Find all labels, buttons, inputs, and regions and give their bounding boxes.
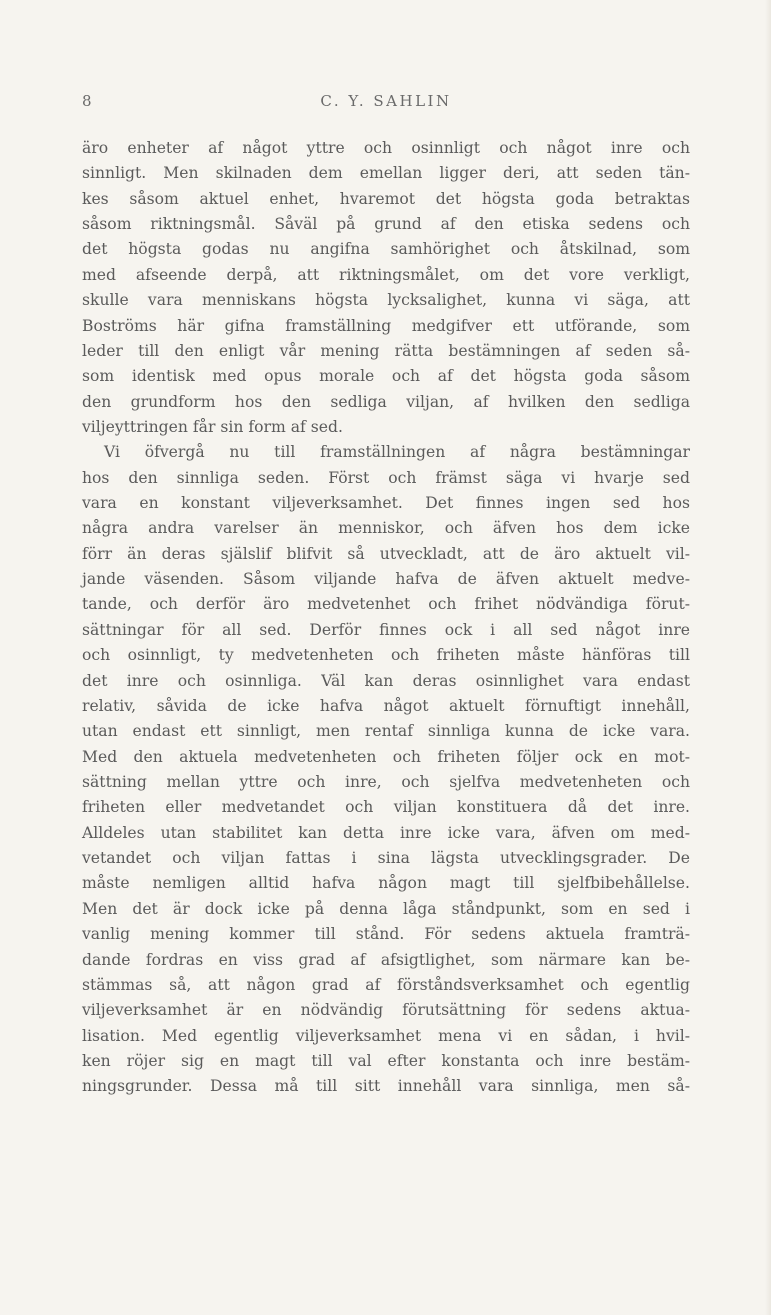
running-title: C. Y. SAHLIN	[320, 92, 452, 110]
text-line: Alldeles utan stabilitet kan detta inre icke vara, äfven om med-	[82, 823, 690, 842]
running-head	[82, 92, 690, 118]
text-line: och osinnligt, ty medvetenheten och friheten måste hänföras till	[82, 646, 690, 665]
text-line: vetandet och viljan fattas i sina lägsta utvecklingsgrader. De	[82, 849, 690, 868]
text-line: dande fordras en viss grad af afsigtlighet, som närmare kan be-	[82, 950, 690, 969]
text-line: ken röjer sig en magt till val efter konstanta och inre bestäm-	[82, 1051, 690, 1070]
text-line-paragraph-start: Vi öfvergå nu till framställningen af några bestämningar	[104, 443, 690, 462]
text-line: viljeverksamhet är en nödvändig förutsättning för sedens aktua-	[82, 1001, 690, 1020]
text-line: tande, och derför äro medvetenhet och frihet nödvändiga förut-	[82, 595, 690, 614]
text-line: skulle vara menniskans högsta lycksalighet, kunna vi säga, att	[82, 291, 690, 310]
text-line: ningsgrunder. Dessa må till sitt innehåll vara sinnliga, men så-	[82, 1077, 690, 1096]
text-line: relativ, såvida de icke hafva något aktuelt förnuftigt innehåll,	[82, 696, 690, 715]
text-line: såsom riktningsmål. Såväl på grund af den etiska sedens och	[82, 215, 690, 234]
text-line: Boströms här gifna framställning medgifver ett utförande, som	[82, 316, 690, 335]
text-line: den grundform hos den sedliga viljan, af hvilken den sedliga	[82, 392, 690, 411]
text-line: sättningar för all sed. Derför finnes ock i all sed något inre	[82, 620, 690, 639]
text-line: med afseende derpå, att riktningsmålet, om det vore verkligt,	[82, 265, 690, 284]
text-line: Med den aktuela medvetenheten och friheten följer ock en mot-	[82, 747, 690, 766]
text-line: sinnligt. Men skilnaden dem emellan ligger deri, att seden tän-	[82, 164, 690, 183]
text-line: äro enheter af något yttre och osinnligt och något inre och	[82, 139, 690, 157]
text-line: det högsta godas nu angifna samhörighet och åtskilnad, som	[82, 240, 690, 259]
text-line-paragraph-end: viljeyttringen får sin form af sed.	[82, 417, 343, 436]
text-line: sättning mellan yttre och inre, och sjelfva medvetenheten och	[82, 772, 690, 791]
text-line: måste nemligen alltid hafva någon magt till sjelfbibehållelse.	[82, 874, 690, 893]
page-number: 8	[82, 92, 92, 110]
text-line: hos den sinnliga seden. Först och främst säga vi hvarje sed	[82, 468, 690, 487]
text-line: utan endast ett sinnligt, men rentaf sinnliga kunna de icke vara.	[82, 722, 690, 741]
text-line: några andra varelser än menniskor, och äfven hos dem icke	[82, 519, 690, 538]
text-line: som identisk med opus morale och af det högsta goda såsom	[82, 367, 690, 386]
text-line: kes såsom aktuel enhet, hvaremot det högsta goda betraktas	[82, 189, 690, 208]
text-line: lisation. Med egentlig viljeverksamhet mena vi en sådan, i hvil-	[82, 1026, 690, 1045]
text-line: förr än deras själslif blifvit så utveckladt, att de äro aktuelt vil-	[82, 544, 690, 563]
text-line: stämmas så, att någon grad af förståndsverksamhet och egentlig	[82, 975, 690, 994]
text-line: friheten eller medvetandet och viljan konstituera då det inre.	[82, 798, 690, 817]
text-line: vara en konstant viljeverksamhet. Det finnes ingen sed hos	[82, 494, 690, 513]
body-text	[82, 136, 690, 1100]
text-line: vanlig mening kommer till stånd. För sedens aktuela framträ-	[82, 925, 690, 944]
text-line: leder till den enligt vår mening rätta bestämningen af seden så-	[82, 341, 690, 360]
text-line: Men det är dock icke på denna låga ståndpunkt, som en sed i	[82, 899, 690, 918]
text-line: det inre och osinnliga. Väl kan deras osinnlighet vara endast	[82, 671, 690, 690]
text-line: jande väsenden. Såsom viljande hafva de äfven aktuelt medve-	[82, 570, 690, 589]
page-edge	[765, 0, 771, 1315]
